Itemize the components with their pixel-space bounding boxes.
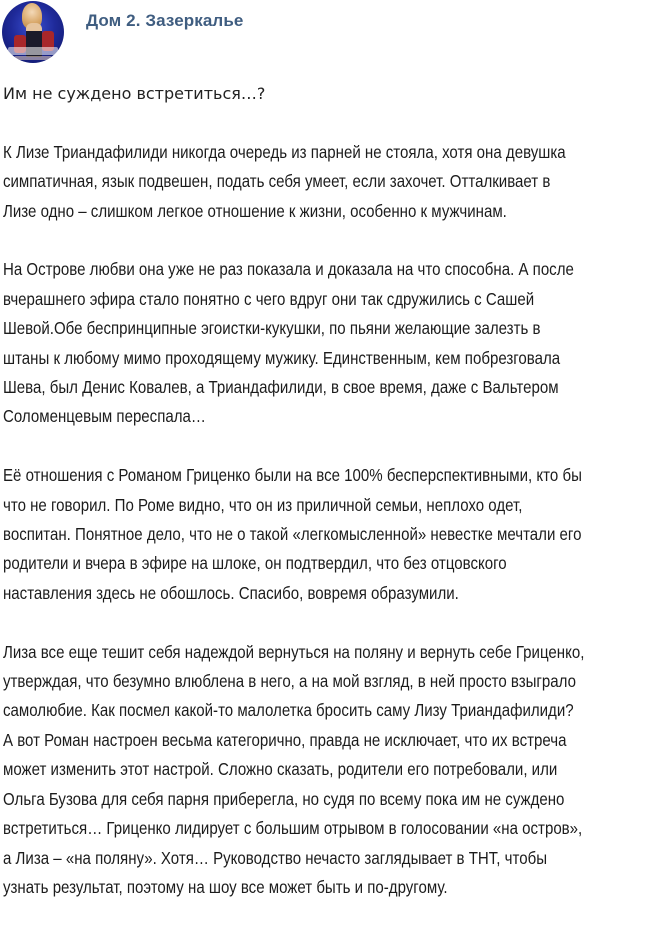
paragraph-line: родители и вчера в эфире на шлоке, он подтвердил, что без отцовского xyxy=(3,553,507,574)
avatar-logo-subtitle-icon xyxy=(14,56,52,60)
paragraph-line: Ольга Бузова для себя парня приберегла, но судя по всему пока им не суждено xyxy=(3,788,565,809)
post-body xyxy=(3,79,668,932)
paragraph-line: узнать результат, поэтому на шоу все может быть и по-другому. xyxy=(3,876,448,897)
post-paragraph xyxy=(3,461,668,608)
paragraph-line: А вот Роман настроен весьма категорично, правда не исключает, что их встреча xyxy=(3,729,567,750)
paragraph-line: самолюбие. Как посмел какой-то малолетка бросить саму Лизу Триандафилиди? xyxy=(3,700,574,721)
paragraph-line: штаны к любому мимо проходящему мужику. Единственным, кем побрезговала xyxy=(3,347,561,368)
paragraph-line: утверждая, что безумно влюблена в него, а на мой взгляд, в ней просто взыграло xyxy=(3,671,576,692)
paragraph-line: Лиза все еще тешит себя надеждой вернуться на поляну и вернуть себе Гриценко, xyxy=(3,641,585,662)
paragraph-line: Шева, был Денис Ковалев, а Триандафилиди, в свое время, даже с Вальтером xyxy=(3,377,559,398)
paragraph-line: На Острове любви она уже не раз показала и доказала на что способна. А после xyxy=(3,259,574,280)
paragraph-line: воспитан. Понятное дело, что не о такой «легкомысленной» невестке мечтали его xyxy=(3,524,582,545)
post-header xyxy=(0,0,670,66)
paragraph-line: может изменить этот настрой. Сложно сказать, родители его потребовали, или xyxy=(3,759,558,780)
avatar-logo-icon xyxy=(8,47,58,55)
channel-avatar[interactable] xyxy=(2,1,64,63)
post-headline: Им не суждено встретиться…? xyxy=(3,84,266,103)
paragraph-line: встретиться… Гриценко лидирует с большим отрывом в голосовании «на остров», xyxy=(3,818,583,839)
paragraph-line: Соломенцевым переспала… xyxy=(3,406,206,427)
paragraph-line: что не говорил. По Роме видно, что он из приличной семьи, неплохо одет, xyxy=(3,494,523,515)
paragraph-line: Её отношения с Романом Гриценко были на все 100% бесперспективными, кто бы xyxy=(3,465,582,486)
paragraph-line: К Лизе Триандафилиди никогда очередь из парней не стояла, хотя она девушка xyxy=(3,141,566,162)
paragraph-line: Шевой.Обе беспринципные эгоистки-кукушки, по пьяни желающие залезть в xyxy=(3,318,541,339)
post-paragraph xyxy=(3,638,668,903)
channel-name-link[interactable]: Дом 2. Зазеркалье xyxy=(86,11,244,30)
paragraph-line: а Лиза – «на поляну». Хотя… Руководство нечасто заглядывает в ТНТ, чтобы xyxy=(3,847,548,868)
post-paragraph xyxy=(3,138,668,226)
post-paragraph xyxy=(3,255,668,431)
paragraph-line: вчерашнего эфира стало понятно с чего вдруг они так сдружились с Сашей xyxy=(3,288,535,309)
paragraph-line: наставления здесь не обошлось. Спасибо, вовремя образумили. xyxy=(3,582,459,603)
paragraph-line: симпатичная, язык подвешен, подать себя умеет, если захочет. Отталкивает в xyxy=(3,171,551,192)
paragraph-line: Лизе одно – слишком легкое отношение к жизни, особенно к мужчинам. xyxy=(3,200,507,221)
